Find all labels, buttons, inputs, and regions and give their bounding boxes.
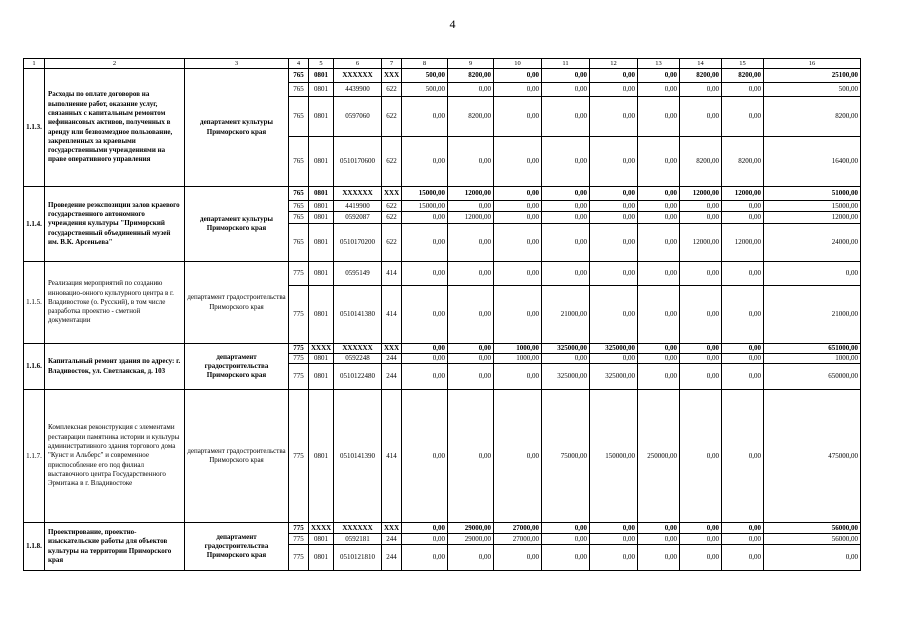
- table-cell: 0,00: [448, 83, 494, 97]
- table-cell: XXXXXX: [334, 69, 382, 83]
- table-cell: 765: [289, 97, 309, 137]
- row-department: департамент культуры Приморского края: [185, 69, 289, 187]
- table-cell: 0,00: [542, 69, 590, 83]
- table-cell: 0,00: [590, 224, 638, 262]
- table-cell: XXX: [382, 523, 402, 534]
- table-cell: 0801: [309, 390, 334, 523]
- table-cell: XXXX: [309, 344, 334, 354]
- table-cell: 0595149: [334, 262, 382, 286]
- table-cell: 0510141380: [334, 286, 382, 344]
- table-cell: 622: [382, 201, 402, 212]
- table-cell: 0,00: [764, 545, 861, 571]
- table-cell: 500,00: [402, 83, 448, 97]
- table-cell: 0,00: [680, 354, 722, 364]
- table-cell: 0597060: [334, 97, 382, 137]
- table-cell: 24000,00: [764, 224, 861, 262]
- table-cell: 0,00: [448, 286, 494, 344]
- header-cell: 16: [764, 59, 861, 69]
- header-cell: 5: [309, 59, 334, 69]
- table-cell: 0510122480: [334, 364, 382, 390]
- table-cell: 0801: [309, 286, 334, 344]
- table-cell: 0801: [309, 354, 334, 364]
- table-cell: 0,00: [638, 69, 680, 83]
- table-cell: 0,00: [680, 286, 722, 344]
- table-cell: 0510121810: [334, 545, 382, 571]
- row-number: 1.1.8.: [24, 523, 45, 571]
- table-row: [24, 69, 861, 83]
- table-cell: 0,00: [494, 364, 542, 390]
- table-cell: 0,00: [722, 212, 764, 224]
- table-cell: 0,00: [494, 224, 542, 262]
- table-cell: 765: [289, 212, 309, 224]
- table-cell: 0510141390: [334, 390, 382, 523]
- table-cell: XXXX: [309, 523, 334, 534]
- table-cell: 8200,00: [680, 69, 722, 83]
- table-cell: 244: [382, 534, 402, 545]
- table-cell: 0,00: [680, 262, 722, 286]
- row-description: Проведение реэкспозиции залов краевого государственного автономного учреждения культуры "Приморский государственный объединенный музей им. В.К. Арсеньева": [45, 187, 185, 262]
- table-cell: 0,00: [402, 212, 448, 224]
- table-cell: 1000,00: [764, 354, 861, 364]
- table-cell: 0801: [309, 224, 334, 262]
- table-cell: 622: [382, 83, 402, 97]
- table-cell: 0801: [309, 97, 334, 137]
- table-row: [24, 523, 861, 534]
- table-cell: 0,00: [402, 344, 448, 354]
- table-cell: 0,00: [402, 137, 448, 187]
- row-description: Реализация мероприятий по созданию инновацио-онного культурного центра в г. Владивостоке (о. Русский), в том числе разработка проектно - сметной документации: [45, 262, 185, 344]
- table-cell: 775: [289, 523, 309, 534]
- table-cell: 0592248: [334, 354, 382, 364]
- table-cell: 0,00: [542, 262, 590, 286]
- table-cell: 150000,00: [590, 390, 638, 523]
- table-cell: 0,00: [494, 83, 542, 97]
- table-cell: 12000,00: [680, 224, 722, 262]
- table-cell: 0,00: [764, 262, 861, 286]
- table-cell: 650000,00: [764, 364, 861, 390]
- table-cell: 0,00: [680, 364, 722, 390]
- table-cell: 0801: [309, 201, 334, 212]
- table-cell: 0,00: [402, 545, 448, 571]
- table-cell: 0,00: [402, 224, 448, 262]
- table-cell: 765: [289, 83, 309, 97]
- table-cell: 4419900: [334, 201, 382, 212]
- table-cell: 27000,00: [494, 523, 542, 534]
- table-cell: 56000,00: [764, 534, 861, 545]
- table-cell: 0,00: [448, 224, 494, 262]
- table-cell: 0,00: [680, 523, 722, 534]
- table-cell: 0,00: [494, 390, 542, 523]
- table-cell: 21000,00: [764, 286, 861, 344]
- table-cell: 0,00: [542, 534, 590, 545]
- table-cell: 0,00: [448, 354, 494, 364]
- table-cell: 500,00: [764, 83, 861, 97]
- table-cell: 27000,00: [494, 534, 542, 545]
- table-cell: 21000,00: [542, 286, 590, 344]
- table-cell: 775: [289, 344, 309, 354]
- table-cell: 0,00: [638, 97, 680, 137]
- table-cell: 0,00: [402, 364, 448, 390]
- table-cell: 0,00: [638, 286, 680, 344]
- table-cell: 0,00: [402, 354, 448, 364]
- table-cell: 0,00: [680, 534, 722, 545]
- header-row: [24, 59, 861, 69]
- table-cell: 0801: [309, 137, 334, 187]
- table-cell: 0,00: [542, 224, 590, 262]
- table-cell: 0801: [309, 262, 334, 286]
- row-number: 1.1.3.: [24, 69, 45, 187]
- table-cell: 0,00: [638, 262, 680, 286]
- table-cell: 244: [382, 354, 402, 364]
- table-cell: 0,00: [448, 201, 494, 212]
- row-number: 1.1.5.: [24, 262, 45, 344]
- table-cell: 0,00: [722, 97, 764, 137]
- table-cell: 0,00: [402, 534, 448, 545]
- table-cell: 0,00: [590, 286, 638, 344]
- table-cell: 244: [382, 545, 402, 571]
- header-cell: 8: [402, 59, 448, 69]
- table-cell: 51000,00: [764, 187, 861, 201]
- table-cell: 0,00: [542, 187, 590, 201]
- table-row: [24, 344, 861, 354]
- table-cell: 475000,00: [764, 390, 861, 523]
- table-cell: 651000,00: [764, 344, 861, 354]
- header-cell: 11: [542, 59, 590, 69]
- table-cell: 0,00: [494, 137, 542, 187]
- table-cell: 250000,00: [638, 390, 680, 523]
- table-cell: 75000,00: [542, 390, 590, 523]
- table-cell: 325000,00: [542, 364, 590, 390]
- table-cell: 8200,00: [722, 69, 764, 83]
- table-cell: 0,00: [448, 364, 494, 390]
- row-department: департамент градостроительства Приморского края: [185, 390, 289, 523]
- table-cell: 0,00: [542, 523, 590, 534]
- table-cell: 0,00: [680, 83, 722, 97]
- table-cell: 0592087: [334, 212, 382, 224]
- table-cell: 0801: [309, 212, 334, 224]
- table-cell: 0,00: [590, 262, 638, 286]
- table-cell: 0,00: [590, 534, 638, 545]
- table-cell: 25100,00: [764, 69, 861, 83]
- table-cell: XXX: [382, 69, 402, 83]
- table-cell: 0,00: [542, 354, 590, 364]
- table-cell: 765: [289, 187, 309, 201]
- header-cell: 10: [494, 59, 542, 69]
- table-row: [24, 390, 861, 523]
- table-cell: 0,00: [638, 83, 680, 97]
- table-cell: 0,00: [402, 523, 448, 534]
- table-cell: 29000,00: [448, 523, 494, 534]
- row-number: 1.1.4.: [24, 187, 45, 262]
- table-cell: 622: [382, 137, 402, 187]
- table-cell: 0,00: [722, 83, 764, 97]
- table-cell: 622: [382, 97, 402, 137]
- table-cell: 414: [382, 390, 402, 523]
- header-cell: 4: [289, 59, 309, 69]
- table-cell: 0,00: [448, 262, 494, 286]
- table-cell: 0,00: [590, 212, 638, 224]
- table-cell: 0801: [309, 69, 334, 83]
- table-cell: 8200,00: [722, 137, 764, 187]
- table-cell: 0,00: [722, 390, 764, 523]
- table-cell: 12000,00: [448, 187, 494, 201]
- table-cell: 8200,00: [448, 69, 494, 83]
- table-cell: 0,00: [722, 286, 764, 344]
- table-cell: 622: [382, 212, 402, 224]
- table-cell: 0,00: [494, 69, 542, 83]
- header-cell: 9: [448, 59, 494, 69]
- table-cell: 0801: [309, 534, 334, 545]
- table-cell: 0,00: [402, 390, 448, 523]
- table-cell: 15000,00: [402, 201, 448, 212]
- table-cell: 0,00: [638, 523, 680, 534]
- table-cell: 500,00: [402, 69, 448, 83]
- table-cell: 0,00: [590, 201, 638, 212]
- table-cell: 0,00: [590, 137, 638, 187]
- table-cell: 15000,00: [764, 201, 861, 212]
- table-cell: 765: [289, 137, 309, 187]
- table-cell: 0,00: [638, 364, 680, 390]
- header-cell: 6: [334, 59, 382, 69]
- table-cell: 0,00: [542, 201, 590, 212]
- table-cell: 0,00: [722, 201, 764, 212]
- header-cell: 1: [24, 59, 45, 69]
- header-cell: 15: [722, 59, 764, 69]
- table-cell: 12000,00: [448, 212, 494, 224]
- table-cell: 0,00: [448, 137, 494, 187]
- header-cell: 12: [590, 59, 638, 69]
- table-cell: 0801: [309, 545, 334, 571]
- table-cell: 0,00: [542, 545, 590, 571]
- table-cell: 0,00: [542, 137, 590, 187]
- table-cell: 0,00: [638, 201, 680, 212]
- row-description: Расходы по оплате договоров на выполнение работ, оказание услуг, связанных с капитальным ремонтом нефинансовых активов, полученных в аренду или безвозмездное пользование, закрепленных за краевыми государственными учреждениями на праве оперативного управления: [45, 69, 185, 187]
- page-number: 4: [449, 17, 456, 31]
- table-cell: 0,00: [590, 354, 638, 364]
- table-cell: 8200,00: [764, 97, 861, 137]
- table-cell: 775: [289, 534, 309, 545]
- table-cell: 414: [382, 262, 402, 286]
- table-cell: 0,00: [402, 286, 448, 344]
- table-cell: 56000,00: [764, 523, 861, 534]
- table-cell: 0,00: [722, 534, 764, 545]
- table-cell: 0,00: [402, 262, 448, 286]
- table-cell: 0,00: [494, 545, 542, 571]
- table-cell: 0,00: [722, 364, 764, 390]
- table-cell: XXXXXX: [334, 187, 382, 201]
- table-cell: 0801: [309, 187, 334, 201]
- table-cell: 775: [289, 545, 309, 571]
- table-cell: 0,00: [638, 212, 680, 224]
- row-description: Капитальный ремонт здания по адресу: г. Владивосток, ул. Светланская, д. 103: [45, 344, 185, 390]
- table-row: [24, 262, 861, 286]
- table-cell: 0,00: [722, 344, 764, 354]
- table-cell: 0,00: [494, 201, 542, 212]
- table-cell: 0,00: [680, 390, 722, 523]
- table-cell: 0,00: [638, 354, 680, 364]
- row-department: департамент градостроительства Приморского края: [185, 262, 289, 344]
- table-cell: 0,00: [448, 344, 494, 354]
- table-cell: 0,00: [542, 83, 590, 97]
- table-cell: 0,00: [494, 187, 542, 201]
- table-cell: 0,00: [590, 187, 638, 201]
- table-cell: 0,00: [494, 262, 542, 286]
- table-cell: 0801: [309, 83, 334, 97]
- table-cell: 0,00: [590, 523, 638, 534]
- table-cell: 4439900: [334, 83, 382, 97]
- table-cell: 0,00: [722, 262, 764, 286]
- table-cell: 765: [289, 224, 309, 262]
- table-cell: 775: [289, 364, 309, 390]
- table-cell: 0,00: [542, 97, 590, 137]
- table-cell: 775: [289, 262, 309, 286]
- header-cell: 14: [680, 59, 722, 69]
- table-cell: 775: [289, 354, 309, 364]
- table-cell: 0,00: [638, 545, 680, 571]
- table-cell: 0,00: [448, 545, 494, 571]
- table-cell: 0,00: [402, 97, 448, 137]
- table-cell: 775: [289, 286, 309, 344]
- budget-table: [23, 58, 861, 571]
- table-cell: 0,00: [494, 212, 542, 224]
- table-cell: 325000,00: [590, 344, 638, 354]
- table-cell: 325000,00: [590, 364, 638, 390]
- table-cell: 0,00: [590, 545, 638, 571]
- table-cell: 765: [289, 69, 309, 83]
- table-cell: 0,00: [638, 137, 680, 187]
- table-cell: 0592181: [334, 534, 382, 545]
- table-cell: 0,00: [638, 534, 680, 545]
- table-cell: 775: [289, 390, 309, 523]
- row-department: департамент градостроительства Приморского края: [185, 523, 289, 571]
- table-cell: 0510170200: [334, 224, 382, 262]
- table-cell: 0,00: [590, 83, 638, 97]
- row-number: 1.1.7.: [24, 390, 45, 523]
- table-cell: 0,00: [722, 354, 764, 364]
- table-cell: 12000,00: [722, 224, 764, 262]
- row-description: Комплексная реконструкция с элементами реставрации памятника истории и культуры административного здания торгового дома "Кунст и Альберс" и современное приспособление его под филиал выставочного центра Государственного Эрмитажа в г. Владивостоке: [45, 390, 185, 523]
- table-cell: 0,00: [494, 97, 542, 137]
- row-description: Проектирование, проектно-изыскательские работы для объектов культуры на территории Приморского края: [45, 523, 185, 571]
- table-cell: 8200,00: [448, 97, 494, 137]
- table-cell: 12000,00: [680, 187, 722, 201]
- table-cell: 0,00: [722, 545, 764, 571]
- table-cell: 0,00: [680, 97, 722, 137]
- table-cell: 244: [382, 364, 402, 390]
- table-cell: 0,00: [722, 523, 764, 534]
- table-cell: 12000,00: [722, 187, 764, 201]
- table-cell: 0510170600: [334, 137, 382, 187]
- table-cell: 325000,00: [542, 344, 590, 354]
- row-department: департамент градостроительства Приморского края: [185, 344, 289, 390]
- table-cell: XXX: [382, 187, 402, 201]
- table-cell: 0,00: [542, 212, 590, 224]
- table-cell: 1000,00: [494, 354, 542, 364]
- table-cell: XXXXXX: [334, 523, 382, 534]
- header-cell: 2: [45, 59, 185, 69]
- table-cell: 0,00: [448, 390, 494, 523]
- row-department: департамент культуры Приморского края: [185, 187, 289, 262]
- table-cell: 0,00: [638, 224, 680, 262]
- table-cell: 0,00: [680, 344, 722, 354]
- row-number: 1.1.6.: [24, 344, 45, 390]
- header-cell: 7: [382, 59, 402, 69]
- table-cell: 1000,00: [494, 344, 542, 354]
- table-cell: 0,00: [638, 187, 680, 201]
- table-cell: 0,00: [638, 344, 680, 354]
- table-cell: 16400,00: [764, 137, 861, 187]
- table-cell: 29000,00: [448, 534, 494, 545]
- table-cell: 414: [382, 286, 402, 344]
- table-row: [24, 187, 861, 201]
- table-cell: 0,00: [590, 69, 638, 83]
- header-cell: 3: [185, 59, 289, 69]
- table-cell: XXX: [382, 344, 402, 354]
- table-cell: 15000,00: [402, 187, 448, 201]
- table-cell: XXXXXX: [334, 344, 382, 354]
- table-cell: 12000,00: [764, 212, 861, 224]
- table-cell: 765: [289, 201, 309, 212]
- table-cell: 0,00: [680, 545, 722, 571]
- table-cell: 0,00: [680, 212, 722, 224]
- table-cell: 0,00: [590, 97, 638, 137]
- table-cell: 0,00: [680, 201, 722, 212]
- header-cell: 13: [638, 59, 680, 69]
- table-cell: 8200,00: [680, 137, 722, 187]
- table-cell: 0801: [309, 364, 334, 390]
- table-cell: 0,00: [494, 286, 542, 344]
- table-cell: 622: [382, 224, 402, 262]
